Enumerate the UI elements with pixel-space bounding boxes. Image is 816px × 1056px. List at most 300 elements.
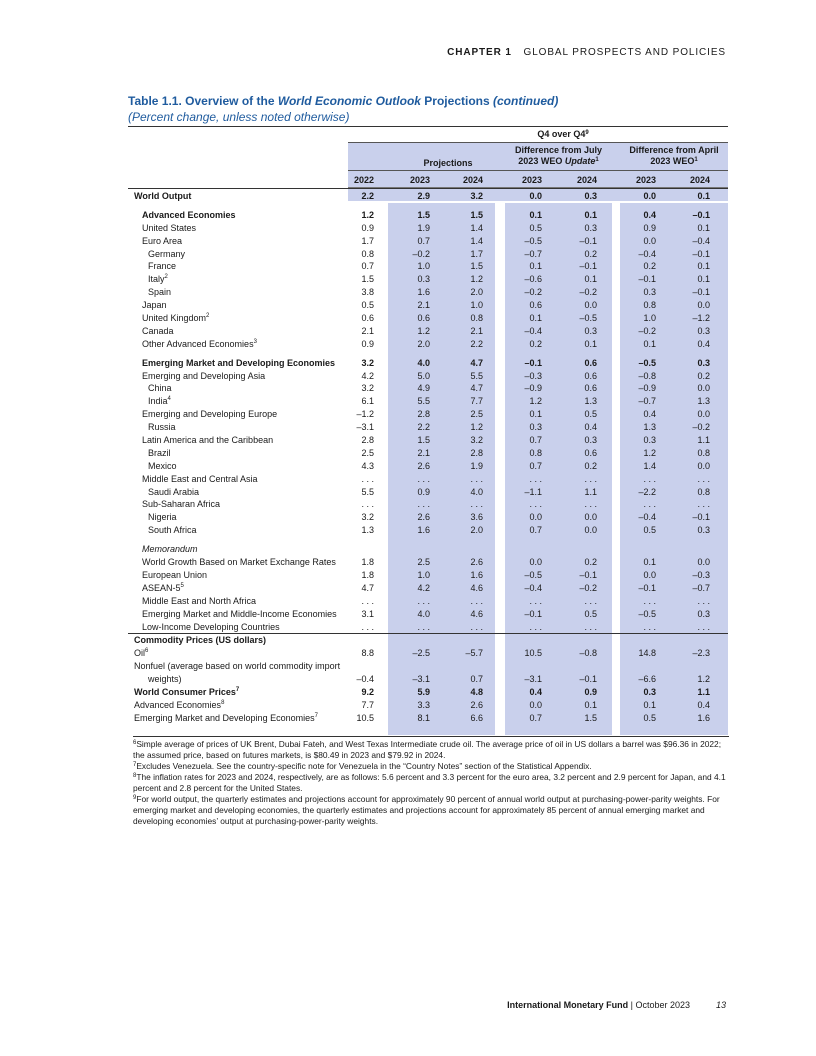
row-value: 0.2 [643,261,656,272]
row-label [148,286,171,299]
row-value: 10.5 [356,712,374,723]
row-label-text: Emerging Market and Middle-Income Economies [142,608,337,619]
row-label-text: Commodity Prices (US dollars) [134,635,267,646]
row-value: 0.7 [417,235,430,246]
footnotes [133,736,729,827]
row-value: 0.0 [697,409,710,420]
table-row [128,421,728,434]
row-value: 0.1 [697,222,710,233]
row-value: 1.2 [470,422,483,433]
row-label-text: Mexico [148,460,177,471]
row-label-text: Italy [148,274,165,285]
row-label-text: Emerging Market and Developing Economies [142,357,336,368]
row-value: 2.6 [417,512,430,523]
table-row [128,498,728,511]
table-row [128,473,728,486]
row-value: 1.6 [417,287,430,298]
table-row [128,486,728,499]
footnote-text: Simple average of prices of UK Brent, Dubai Fateh, and West Texas Intermediate crude oil. The average price of oil in US dollars a barrel was $96.36 in 2022; the assumed price, based on futures markets, is $80.49 in 2023 and $79.92 in 2024. [133,739,722,760]
table-row [128,434,728,447]
row-value: –0.5 [524,569,542,580]
row-value: 1.4 [643,460,656,471]
row-label-text: Advanced Economies [142,209,236,220]
row-label-text: Middle East and North Africa [142,595,257,606]
row-value: . . . [697,595,710,606]
row-label-sup: 6 [145,648,149,655]
row-value: –0.3 [524,370,542,381]
footnote [133,739,729,761]
row-value: 3.2 [361,357,374,368]
row-value: 0.9 [361,222,374,233]
row-value: 0.6 [584,383,597,394]
row-value: 1.0 [470,300,483,311]
row-value: 0.4 [643,209,656,220]
row-value: 0.8 [697,447,710,458]
row-value: –0.2 [638,325,656,336]
row-value: 1.9 [417,222,430,233]
table-subtitle: (Percent change, unless noted otherwise) [128,110,350,124]
row-label-text: World Growth Based on Market Exchange Rates [142,557,336,568]
q4-rule [348,142,728,143]
row-value: . . . [643,473,656,484]
row-value: 0.3 [584,222,597,233]
row-value: 0.1 [643,699,656,710]
row-value: 3.8 [361,287,374,298]
diff-july-line2a: 2023 WEO [518,156,565,166]
row-value: 0.4 [643,409,656,420]
row-value: –3.1 [524,674,542,685]
table-row [128,686,728,699]
row-label [148,511,177,524]
footnote-mark: 9 [133,795,137,801]
diff-april-header-line2 [620,156,728,167]
q4-over-q4-text: Q4 over Q4 [537,129,586,139]
row-label [142,357,335,370]
row-value: . . . [584,595,597,606]
title-suffix: (continued) [493,94,559,108]
row-value: 0.3 [697,325,710,336]
row-value: 0.9 [584,686,597,697]
table-row [128,660,728,673]
row-value: 1.8 [361,569,374,580]
row-value: –0.2 [524,287,542,298]
header-top-rule [128,126,728,127]
row-value: 4.0 [417,357,430,368]
row-value: 0.1 [529,209,542,220]
table-row [128,357,728,370]
row-label-sup: 4 [167,396,171,403]
row-value: 0.5 [643,712,656,723]
row-value: 5.5 [470,370,483,381]
row-value: 1.5 [584,712,597,723]
row-label [142,408,277,421]
row-value: 0.0 [529,699,542,710]
row-value: . . . [417,621,430,632]
diff-july-sup: 1 [595,157,599,163]
table-row [128,556,728,569]
table-row [128,608,728,621]
row-label-text: Advanced Economies [134,699,222,710]
footnote-text: For world output, the quarterly estimates and projections account for approximately 90 percent of annual world output at purchasing-power-parity weights. For emerging market and developing economies, the quarterly estimates and projections account for approximately 85 percent of annual emerging market and developing economies’ output at purchasing-power-parity weights. [133,794,720,826]
row-value: 0.7 [470,674,483,685]
row-value: 4.7 [470,383,483,394]
row-value: . . . [529,621,542,632]
row-label [142,543,198,556]
page-footer [507,1000,726,1010]
row-value: 0.3 [643,287,656,298]
row-value: 1.2 [417,325,430,336]
row-value: 0.2 [529,338,542,349]
running-head [447,47,726,58]
row-value: 2.5 [470,409,483,420]
row-value: 1.5 [417,209,430,220]
row-label-text: World Output [134,191,192,201]
table-row [128,222,728,235]
row-value: 1.2 [361,209,374,220]
row-value: 0.0 [643,569,656,580]
row-value: –0.7 [692,582,710,593]
row-label [142,498,220,511]
footer-date: October 2023 [635,1000,690,1010]
table-row [128,621,728,634]
row-value: 1.3 [643,422,656,433]
row-label [142,338,257,351]
row-value: 1.4 [470,222,483,233]
row-label-text: Oil [134,648,145,659]
row-value: –0.1 [692,248,710,259]
row-value: 5.0 [417,370,430,381]
table-row [128,190,728,203]
row-label [148,273,168,286]
row-value: 0.4 [529,686,542,697]
row-value: 3.2 [470,435,483,446]
row-value: . . . [361,499,374,510]
row-value: –0.9 [638,383,656,394]
row-value: 4.7 [361,582,374,593]
row-value: 0.7 [361,261,374,272]
row-label [148,260,176,273]
footnote-mark: 8 [133,773,137,779]
row-label [142,299,167,312]
row-value: 4.6 [470,582,483,593]
row-value: 0.4 [697,699,710,710]
row-value: 2.1 [417,447,430,458]
row-value: 1.7 [470,248,483,259]
row-value: . . . [417,499,430,510]
row-label [142,209,236,222]
row-value: 4.3 [361,460,374,471]
row-value: 0.0 [584,512,597,523]
row-value: –0.1 [579,569,597,580]
row-value: –0.1 [692,209,710,220]
row-value: 0.2 [584,460,597,471]
table-row [128,524,728,537]
row-value: 0.1 [584,274,597,285]
row-value: 0.5 [584,608,597,619]
row-value: 2.2 [470,338,483,349]
row-value: 2.5 [417,557,430,568]
row-value: 2.6 [470,557,483,568]
table-row [128,699,728,712]
table-row [128,382,728,395]
row-value: 0.3 [697,525,710,536]
row-value: 0.1 [584,338,597,349]
row-value: . . . [529,595,542,606]
row-value: . . . [584,499,597,510]
row-label [142,235,182,248]
row-label-text: United Kingdom [142,313,207,324]
row-value: 2.8 [361,435,374,446]
row-value: –5.7 [465,648,483,659]
row-value: 1.7 [361,235,374,246]
row-label [148,447,171,460]
row-value: 4.7 [470,357,483,368]
row-value: –0.4 [524,582,542,593]
row-value: . . . [584,473,597,484]
diff-april-sup: 1 [694,157,698,163]
row-label-text: Euro Area [142,235,183,246]
table-row [128,325,728,338]
row-value: 0.7 [529,460,542,471]
row-value: –0.5 [638,608,656,619]
row-value: –0.8 [579,648,597,659]
row-value: 1.3 [697,396,710,407]
row-label [142,312,209,325]
row-label-text: Other Advanced Economies [142,338,254,349]
row-value: 1.0 [417,569,430,580]
row-value: 0.8 [697,486,710,497]
page-number: 13 [715,1000,726,1010]
row-value: 7.7 [361,699,374,710]
row-label [148,248,185,261]
row-value: . . . [470,473,483,484]
table-row [128,408,728,421]
row-value: –2.2 [638,486,656,497]
row-label [148,524,197,537]
row-label-text: European Union [142,569,208,580]
row-value: 0.6 [361,313,374,324]
row-label [142,370,265,383]
row-value: 0.9 [361,338,374,349]
row-value: 0.0 [529,512,542,523]
row-value: 1.0 [643,313,656,324]
row-value: 4.0 [470,486,483,497]
table-row [128,447,728,460]
title-mid: Projections [420,94,493,108]
row-value: –3.1 [356,422,374,433]
footer-sep: | [628,1000,636,1010]
row-label-text: Saudi Arabia [148,486,200,497]
row-value: 0.3 [529,422,542,433]
row-value: 4.0 [417,608,430,619]
row-label-sup: 7 [235,686,240,693]
row-label-sup: 5 [180,582,184,589]
diff-july-header-line2 [505,156,612,167]
year-header: 2024 [462,175,483,185]
row-label [142,595,256,608]
row-value: 0.5 [643,525,656,536]
row-value: –0.1 [579,235,597,246]
projections-header: Projections [423,158,473,168]
table-row [128,633,728,647]
row-label-text: Nonfuel (average based on world commodity import [134,661,341,672]
year-header: 2023 [521,175,542,185]
title-italic: World Economic Outlook [277,94,421,108]
table-row [128,543,728,556]
row-label [134,660,340,673]
row-value: 1.6 [417,525,430,536]
row-label [148,382,172,395]
row-value: –3.1 [412,674,430,685]
sub-rule [348,170,728,171]
row-value: 0.3 [584,325,597,336]
row-value: –1.2 [692,313,710,324]
footnote-mark: 7 [133,762,137,768]
row-value: 0.0 [584,525,597,536]
row-value: 9.2 [361,686,374,697]
row-value: 0.9 [643,222,656,233]
row-value: 3.3 [417,699,430,710]
row-value: . . . [361,473,374,484]
title-prefix: Table 1.1. Overview of the [128,94,278,108]
row-value: 0.0 [529,557,542,568]
row-value: 0.1 [697,261,710,272]
row-value: 4.2 [361,370,374,381]
table-row [128,299,728,312]
row-value: 0.5 [361,300,374,311]
table-row [128,712,728,725]
row-value: 4.2 [417,582,430,593]
year-header: 2022 [353,175,374,185]
row-value: 2.9 [417,191,430,201]
row-value: 3.1 [361,608,374,619]
row-value: 0.9 [417,486,430,497]
table-row [128,647,728,660]
row-value: 0.8 [643,300,656,311]
row-label-text: South Africa [148,525,197,536]
row-label [148,673,182,686]
row-value: 0.1 [697,191,710,201]
row-value: . . . [470,595,483,606]
row-label [134,686,239,699]
row-label-text: Latin America and the Caribbean [142,435,274,446]
row-label-text: ASEAN-5 [142,582,181,593]
row-value: 0.0 [697,460,710,471]
row-value: 6.1 [361,396,374,407]
table-row [128,673,728,686]
row-label-sup: 3 [253,338,257,345]
table-row [128,582,728,595]
q4-over-q4-label [503,129,623,140]
row-label [148,486,199,499]
row-value: 2.1 [470,325,483,336]
row-value: –0.4 [692,235,710,246]
row-value: 0.6 [584,447,597,458]
footnote-mark: 6 [133,740,137,746]
row-value: 0.2 [584,557,597,568]
row-label [142,582,184,595]
row-label [134,647,148,660]
row-value: . . . [361,621,374,632]
row-label-text: Nigeria [148,512,177,523]
row-value: 2.2 [361,191,374,201]
year-header: 2023 [635,175,656,185]
row-label-sup: 8 [221,699,225,706]
row-value: –2.3 [692,648,710,659]
row-value: –1.2 [356,409,374,420]
chapter-label: CHAPTER 1 [447,47,512,58]
row-value: 8.1 [417,712,430,723]
row-value: 2.5 [361,447,374,458]
row-value: 1.9 [470,460,483,471]
row-value: 1.5 [417,435,430,446]
row-value: –0.3 [692,569,710,580]
row-label-sup: 2 [206,313,210,320]
row-value: . . . [417,595,430,606]
row-value: 4.8 [470,686,483,697]
row-value: 1.8 [361,557,374,568]
row-value: . . . [643,621,656,632]
table-row [128,595,728,608]
row-value: –0.4 [638,512,656,523]
table-row [128,395,728,408]
row-value: 14.8 [638,648,656,659]
table-row [128,248,728,261]
footnote-text: The inflation rates for 2023 and 2024, respectively, are as follows: 5.6 percent and 3.3 percent for the euro area, 3.2 percent and 2.9 percent for Japan, and 4.1 percent and 2.8 percent for the United States. [133,772,726,793]
row-value: 5.9 [417,686,430,697]
row-value: 0.0 [697,300,710,311]
row-value: –0.2 [579,287,597,298]
row-value: 0.8 [470,313,483,324]
row-value: 0.5 [584,409,597,420]
row-value: 6.6 [470,712,483,723]
row-value: . . . [697,499,710,510]
row-value: 0.3 [697,357,710,368]
row-value: –0.2 [692,422,710,433]
row-label-text: Spain [148,287,172,298]
row-label-text: Sub-Saharan Africa [142,499,221,510]
table-row [128,338,728,351]
row-value: 2.2 [417,422,430,433]
table-row [128,312,728,325]
row-label [142,222,196,235]
row-value: 0.7 [529,712,542,723]
row-value: 0.0 [643,235,656,246]
row-value: –0.4 [356,674,374,685]
row-value: . . . [643,595,656,606]
row-value: 0.1 [643,557,656,568]
row-value: 2.0 [470,287,483,298]
row-value: –0.1 [692,287,710,298]
diff-april-header-line1: Difference from April [629,145,719,155]
row-value: 5.5 [361,486,374,497]
row-value: 2.0 [417,338,430,349]
row-value: 1.5 [470,261,483,272]
row-value: 1.5 [470,209,483,220]
row-label [142,325,174,338]
table-row [128,235,728,248]
row-value: –0.7 [524,248,542,259]
row-label-text: Middle East and Central Asia [142,473,258,484]
row-value: 0.3 [584,191,597,201]
row-value: . . . [697,473,710,484]
table-row [128,460,728,473]
row-value: . . . [529,473,542,484]
row-label-text: Emerging Market and Developing Economies [134,712,315,723]
row-value: 0.4 [697,338,710,349]
row-label [142,434,273,447]
row-value: . . . [361,595,374,606]
